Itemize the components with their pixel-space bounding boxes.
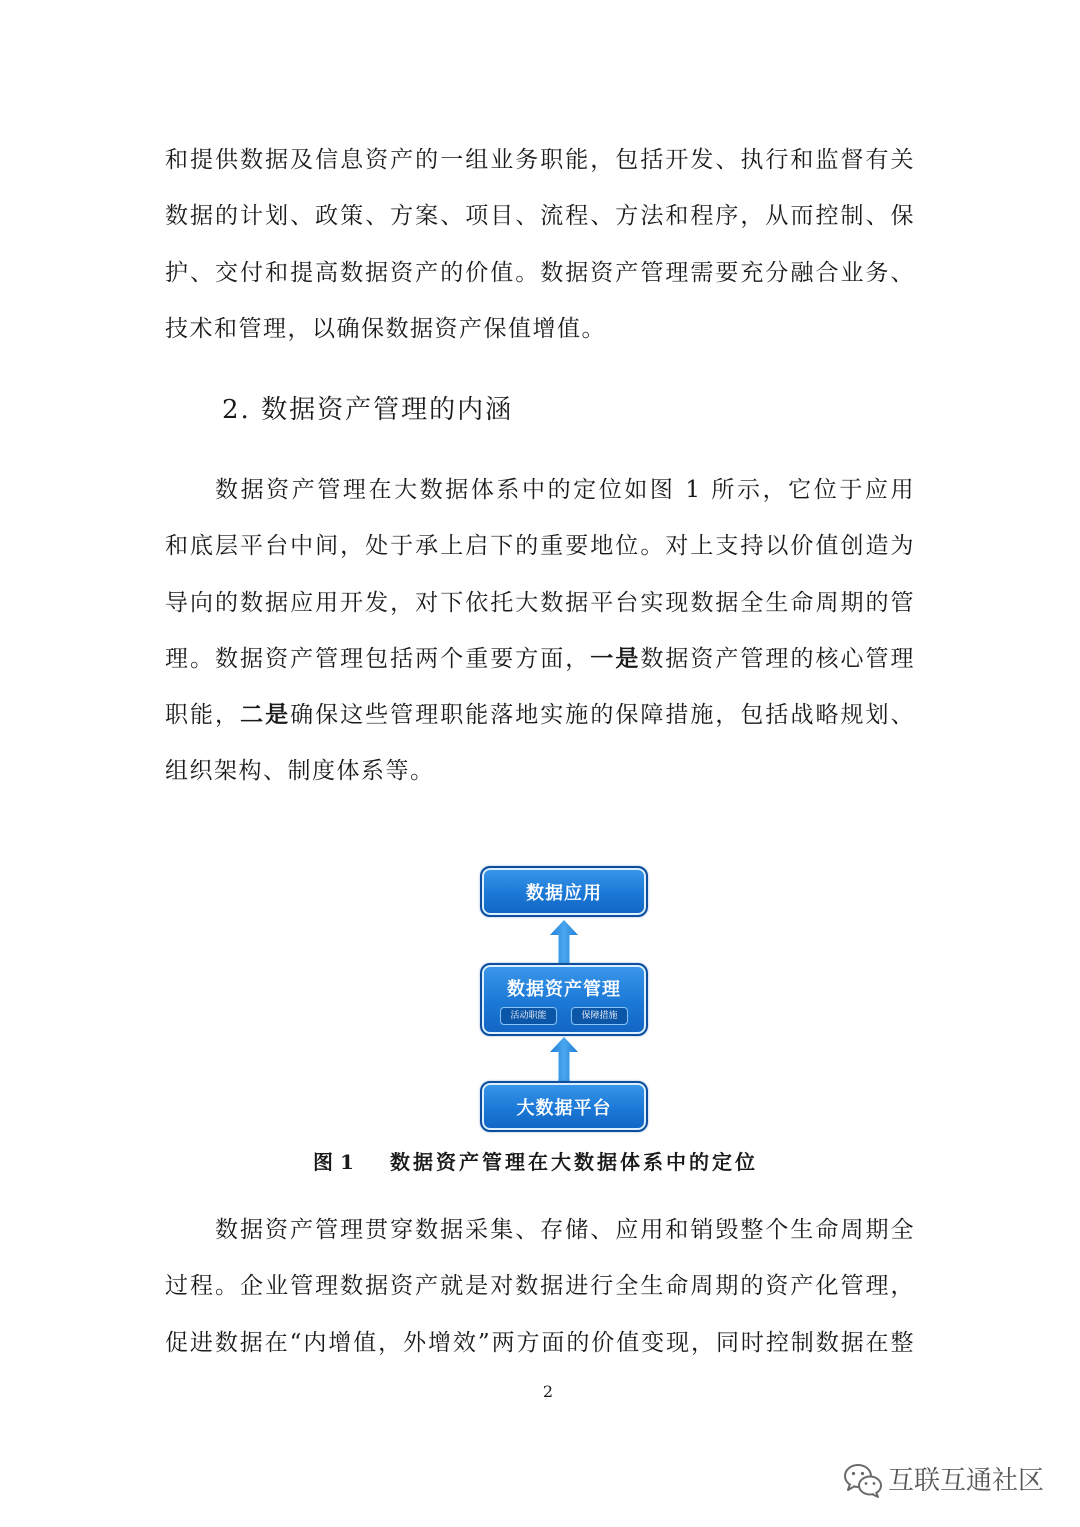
paragraph-1 — [165, 132, 915, 357]
caption-title: 数据资产管理在大数据体系中的定位 — [390, 1150, 758, 1174]
tag-safeguard-measures: 保障措施 — [571, 1007, 628, 1025]
section-heading: 2. 数据资产管理的内涵 — [222, 395, 514, 425]
paragraph-3-line-3: 促进数据在“内增值，外增效”两方面的价值变现，同时控制数据在整 — [165, 1329, 915, 1356]
paragraph-1-line-4: 技术和管理，以确保数据资产保值增值。 — [165, 315, 606, 342]
box-label: 数据应用 — [526, 882, 602, 904]
bold-text-segment: 二是 — [240, 701, 291, 729]
tag-activity-functions: 活动职能 — [500, 1007, 557, 1025]
arrow-up-icon — [549, 1037, 579, 1081]
wechat-icon — [843, 1463, 883, 1499]
arrow-up-icon — [549, 920, 579, 963]
paragraph-3-line-1: 数据资产管理贯穿数据采集、存储、应用和销毁整个生命周期全 — [215, 1217, 915, 1243]
data-application-box — [480, 866, 648, 917]
paragraph-2-line-3: 导向的数据应用开发，对下依托大数据平台实现数据全生命周期的管 — [165, 589, 915, 616]
paragraph-2-line-2: 和底层平台中间，处于承上启下的重要地位。对上支持以价值创造为 — [165, 533, 915, 560]
watermark-text: 互联互通社区 — [888, 1466, 1045, 1496]
paragraph-2-line-1: 数据资产管理在大数据体系中的定位如图 1 所示，它位于应用 — [215, 477, 915, 503]
text-segment: 理。数据资产管理包括两个重要方面， — [165, 645, 591, 672]
text-segment: 职能， — [165, 702, 241, 729]
box-label: 大数据平台 — [516, 1097, 612, 1119]
text-segment: 数据资产管理的核心管理 — [640, 645, 916, 672]
figure-caption — [313, 1148, 758, 1176]
paragraph-2-line-5 — [165, 687, 915, 743]
paragraph-1-line-3: 护、交付和提高数据资产的价值。数据资产管理需要充分融合业务、 — [165, 259, 915, 286]
paragraph-2-line-6: 组织架构、制度体系等。 — [165, 758, 435, 785]
paragraph-1-line-1: 和提供数据及信息资产的一组业务职能，包括开发、执行和监督有关 — [165, 147, 915, 173]
data-asset-management-box — [480, 963, 648, 1036]
paragraph-3 — [165, 1202, 915, 1371]
tag-row — [500, 1007, 628, 1025]
paragraph-3-line-2: 过程。企业管理数据资产就是对数据进行全生命周期的资产化管理， — [165, 1273, 915, 1300]
paragraph-2-line-4 — [165, 631, 915, 687]
box-label: 数据资产管理 — [507, 979, 621, 1000]
bold-text-segment: 一是 — [590, 644, 641, 672]
paragraph-1-line-2: 数据的计划、政策、方案、项目、流程、方法和程序，从而控制、保 — [165, 203, 915, 230]
page-number: 2 — [542, 1382, 554, 1401]
paragraph-2 — [165, 462, 915, 800]
big-data-platform-box — [480, 1081, 648, 1132]
text-segment: 确保这些管理职能落地实施的保障措施，包括战略规划、 — [290, 702, 916, 729]
caption-label: 图 1 — [313, 1150, 354, 1174]
